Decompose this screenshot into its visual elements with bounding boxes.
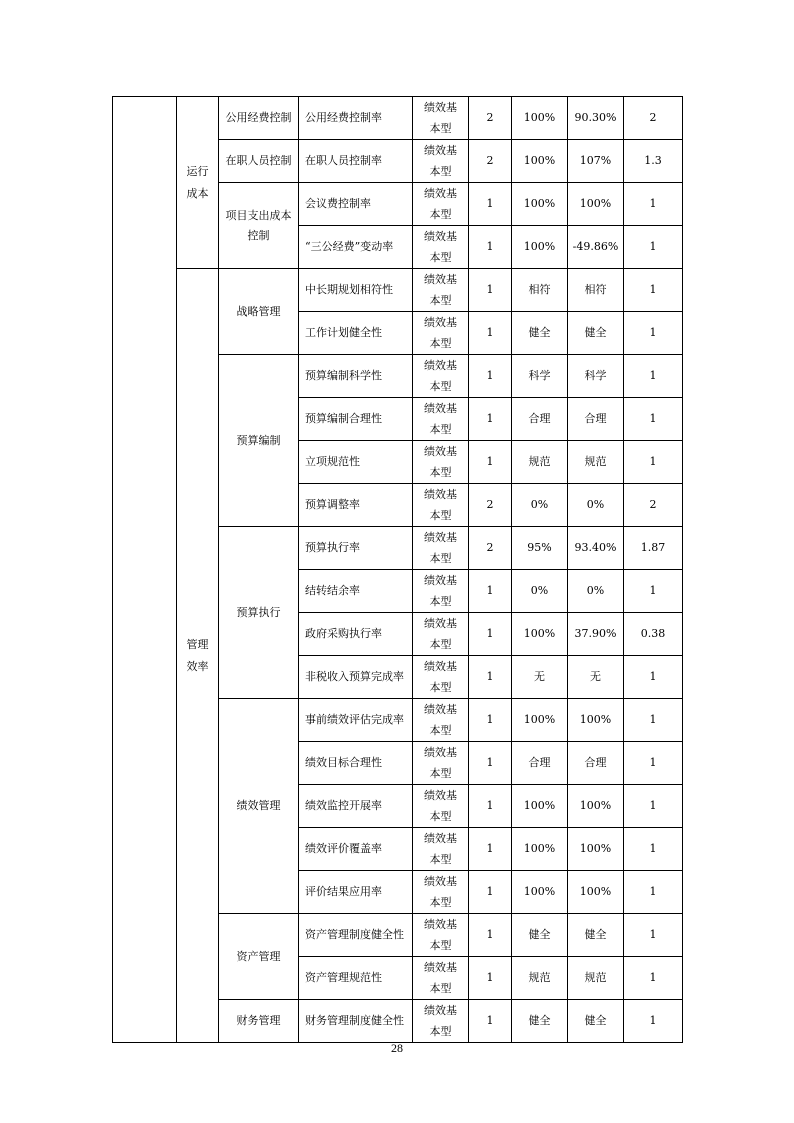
target-cell: 100% [512, 871, 568, 914]
actual-cell: 93.40% [568, 527, 624, 570]
actual-cell: 90.30% [568, 97, 624, 140]
target-cell: 100% [512, 226, 568, 269]
weight-cell: 1 [469, 742, 512, 785]
indicator-cell: 中长期规划相符性 [299, 269, 413, 312]
level3-cell: 公用经费控制 [219, 97, 299, 140]
target-cell: 100% [512, 97, 568, 140]
indicator-cell: 工作计划健全性 [299, 312, 413, 355]
target-cell: 95% [512, 527, 568, 570]
indicator-cell: 预算执行率 [299, 527, 413, 570]
indicator-cell: “三公经费”变动率 [299, 226, 413, 269]
indicator-cell: 预算编制合理性 [299, 398, 413, 441]
target-cell: 100% [512, 613, 568, 656]
target-cell: 无 [512, 656, 568, 699]
weight-cell: 1 [469, 441, 512, 484]
type-cell: 绩效基 本型 [413, 871, 469, 914]
target-cell: 健全 [512, 914, 568, 957]
actual-cell: 健全 [568, 914, 624, 957]
score-cell: 1 [624, 742, 683, 785]
type-cell: 绩效基 本型 [413, 656, 469, 699]
actual-cell: 100% [568, 699, 624, 742]
target-cell: 合理 [512, 742, 568, 785]
weight-cell: 1 [469, 656, 512, 699]
score-cell: 1 [624, 656, 683, 699]
type-cell: 绩效基 本型 [413, 355, 469, 398]
level2-cell: 管理 效率 [177, 269, 219, 1043]
actual-cell: 科学 [568, 355, 624, 398]
weight-cell: 2 [469, 527, 512, 570]
actual-cell: 100% [568, 828, 624, 871]
indicator-cell: 结转结余率 [299, 570, 413, 613]
indicator-cell: 非税收入预算完成率 [299, 656, 413, 699]
target-cell: 相符 [512, 269, 568, 312]
score-cell: 1 [624, 871, 683, 914]
indicator-cell: 绩效目标合理性 [299, 742, 413, 785]
type-cell: 绩效基 本型 [413, 398, 469, 441]
score-cell: 1 [624, 226, 683, 269]
actual-cell: 合理 [568, 742, 624, 785]
target-cell: 健全 [512, 1000, 568, 1043]
level3-cell: 预算编制 [219, 355, 299, 527]
actual-cell: 规范 [568, 957, 624, 1000]
score-cell: 0.38 [624, 613, 683, 656]
score-cell: 1 [624, 355, 683, 398]
target-cell: 0% [512, 484, 568, 527]
target-cell: 100% [512, 140, 568, 183]
type-cell: 绩效基 本型 [413, 828, 469, 871]
weight-cell: 1 [469, 1000, 512, 1043]
indicator-cell: 公用经费控制率 [299, 97, 413, 140]
target-cell: 100% [512, 183, 568, 226]
actual-cell: 相符 [568, 269, 624, 312]
type-cell: 绩效基 本型 [413, 183, 469, 226]
weight-cell: 1 [469, 570, 512, 613]
level3-cell: 项目支出成本 控制 [219, 183, 299, 269]
score-cell: 1.87 [624, 527, 683, 570]
score-cell: 2 [624, 484, 683, 527]
target-cell: 健全 [512, 312, 568, 355]
actual-cell: 规范 [568, 441, 624, 484]
indicator-cell: 绩效评价覆盖率 [299, 828, 413, 871]
type-cell: 绩效基 本型 [413, 742, 469, 785]
indicator-cell: 财务管理制度健全性 [299, 1000, 413, 1043]
score-cell: 1 [624, 914, 683, 957]
weight-cell: 1 [469, 871, 512, 914]
actual-cell: 107% [568, 140, 624, 183]
target-cell: 100% [512, 785, 568, 828]
type-cell: 绩效基 本型 [413, 527, 469, 570]
table-body [113, 97, 683, 1043]
type-cell: 绩效基 本型 [413, 613, 469, 656]
weight-cell: 1 [469, 699, 512, 742]
type-cell: 绩效基 本型 [413, 1000, 469, 1043]
score-cell: 1 [624, 1000, 683, 1043]
target-cell: 合理 [512, 398, 568, 441]
type-cell: 绩效基 本型 [413, 226, 469, 269]
level3-cell: 绩效管理 [219, 699, 299, 914]
type-cell: 绩效基 本型 [413, 269, 469, 312]
weight-cell: 1 [469, 183, 512, 226]
table-row [113, 269, 683, 312]
type-cell: 绩效基 本型 [413, 957, 469, 1000]
indicator-cell: 政府采购执行率 [299, 613, 413, 656]
target-cell: 规范 [512, 957, 568, 1000]
score-cell: 1 [624, 398, 683, 441]
score-cell: 1 [624, 570, 683, 613]
actual-cell: -49.86% [568, 226, 624, 269]
weight-cell: 1 [469, 355, 512, 398]
indicator-cell: 预算编制科学性 [299, 355, 413, 398]
actual-cell: 0% [568, 570, 624, 613]
indicator-cell: 立项规范性 [299, 441, 413, 484]
score-cell: 1 [624, 441, 683, 484]
type-cell: 绩效基 本型 [413, 699, 469, 742]
level2-cell: 运行 成本 [177, 97, 219, 269]
score-cell: 1 [624, 269, 683, 312]
actual-cell: 健全 [568, 312, 624, 355]
level3-cell: 资产管理 [219, 914, 299, 1000]
category-cell [113, 97, 177, 1043]
level3-cell: 财务管理 [219, 1000, 299, 1043]
score-cell: 1.3 [624, 140, 683, 183]
actual-cell: 100% [568, 871, 624, 914]
weight-cell: 1 [469, 269, 512, 312]
target-cell: 科学 [512, 355, 568, 398]
score-cell: 1 [624, 957, 683, 1000]
weight-cell: 1 [469, 957, 512, 1000]
weight-cell: 1 [469, 828, 512, 871]
type-cell: 绩效基 本型 [413, 441, 469, 484]
target-cell: 100% [512, 828, 568, 871]
indicator-cell: 绩效监控开展率 [299, 785, 413, 828]
score-cell: 1 [624, 828, 683, 871]
level3-cell: 在职人员控制 [219, 140, 299, 183]
target-cell: 100% [512, 699, 568, 742]
indicator-cell: 在职人员控制率 [299, 140, 413, 183]
score-cell: 1 [624, 312, 683, 355]
weight-cell: 1 [469, 398, 512, 441]
actual-cell: 无 [568, 656, 624, 699]
indicator-cell: 资产管理规范性 [299, 957, 413, 1000]
type-cell: 绩效基 本型 [413, 785, 469, 828]
weight-cell: 1 [469, 914, 512, 957]
type-cell: 绩效基 本型 [413, 312, 469, 355]
indicator-cell: 资产管理制度健全性 [299, 914, 413, 957]
actual-cell: 合理 [568, 398, 624, 441]
actual-cell: 0% [568, 484, 624, 527]
type-cell: 绩效基 本型 [413, 484, 469, 527]
type-cell: 绩效基 本型 [413, 570, 469, 613]
indicator-cell: 会议费控制率 [299, 183, 413, 226]
weight-cell: 2 [469, 140, 512, 183]
level3-cell: 预算执行 [219, 527, 299, 699]
level3-cell: 战略管理 [219, 269, 299, 355]
target-cell: 0% [512, 570, 568, 613]
performance-indicator-table [112, 96, 683, 1043]
actual-cell: 37.90% [568, 613, 624, 656]
indicator-cell: 事前绩效评估完成率 [299, 699, 413, 742]
weight-cell: 2 [469, 97, 512, 140]
score-cell: 2 [624, 97, 683, 140]
weight-cell: 2 [469, 484, 512, 527]
weight-cell: 1 [469, 312, 512, 355]
target-cell: 规范 [512, 441, 568, 484]
score-cell: 1 [624, 699, 683, 742]
score-cell: 1 [624, 785, 683, 828]
weight-cell: 1 [469, 613, 512, 656]
weight-cell: 1 [469, 226, 512, 269]
type-cell: 绩效基 本型 [413, 140, 469, 183]
actual-cell: 100% [568, 183, 624, 226]
weight-cell: 1 [469, 785, 512, 828]
indicator-cell: 评价结果应用率 [299, 871, 413, 914]
type-cell: 绩效基 本型 [413, 97, 469, 140]
actual-cell: 100% [568, 785, 624, 828]
page-number: 28 [391, 1041, 403, 1055]
score-cell: 1 [624, 183, 683, 226]
actual-cell: 健全 [568, 1000, 624, 1043]
table-row [113, 97, 683, 140]
type-cell: 绩效基 本型 [413, 914, 469, 957]
indicator-cell: 预算调整率 [299, 484, 413, 527]
